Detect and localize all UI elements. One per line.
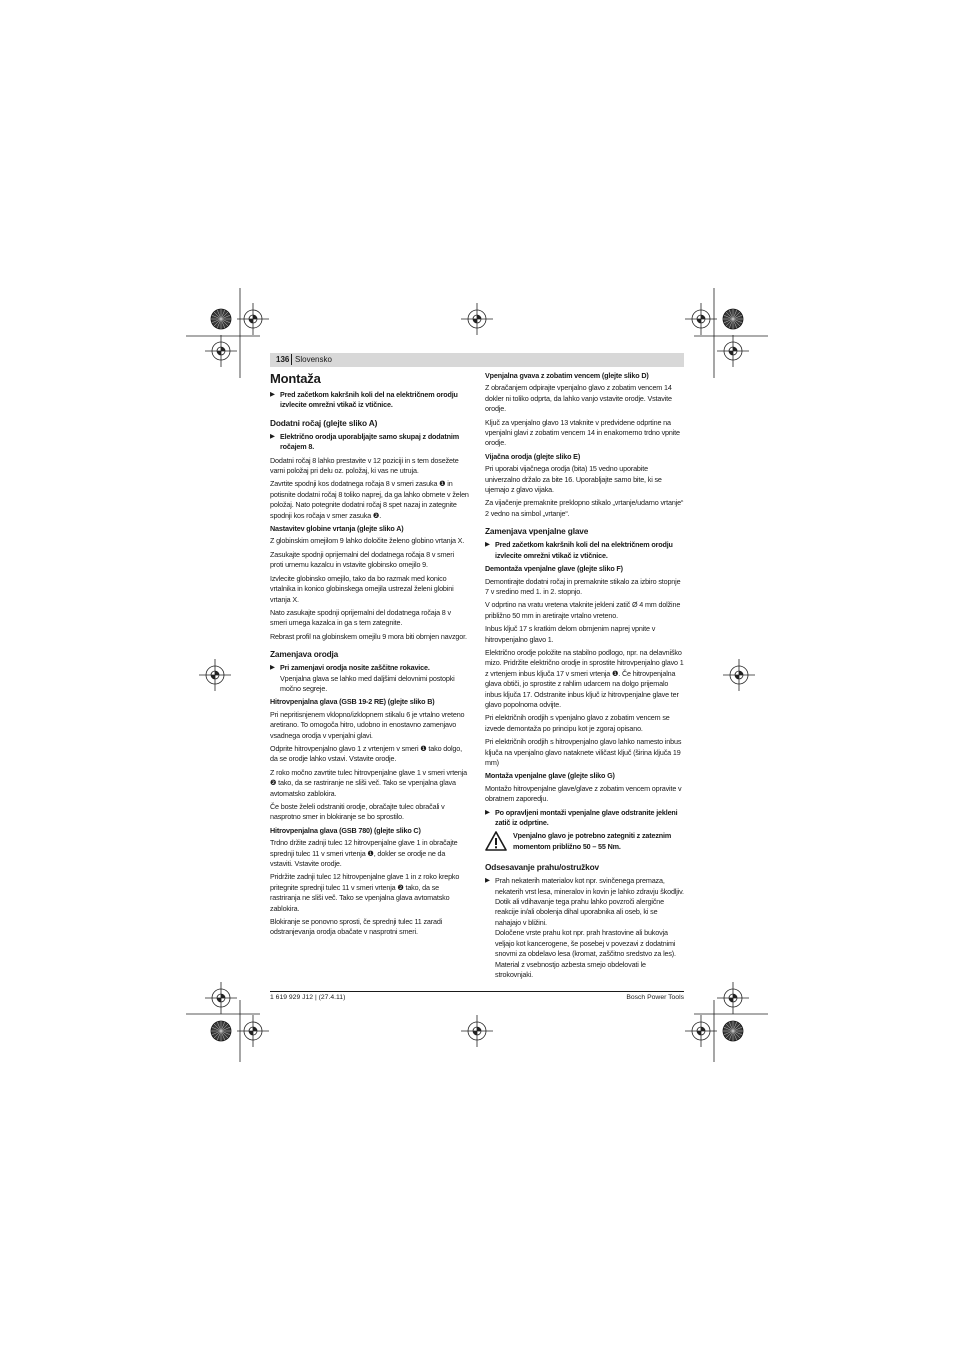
paragraph: Trdno držite zadnji tulec 12 hitrovpenjalne glave 1 in obračajte sprednji tulec 11 v smeri vrtenja ❶, dokler se orodje ne da vstaviti. Vstavite orodje. [270,838,458,869]
footer-doc-code: 1 619 929 J12 | (27.4.11) [270,994,346,1001]
warning-box [485,831,684,852]
arrow-icon: ▶ [270,664,275,672]
bullet: ▶ Pri zamenjavi orodja nosite zaščitne rokavice. Vpenjalna glava se lahko med daljšimi delovnimi postopki močno segreje. [270,663,455,693]
arrow-icon: ▶ [270,432,275,440]
left-column [270,371,469,941]
paragraph: V odprtino na vratu vretena vtaknite jekleni zatič Ø 4 mm dolžine približno 50 mm in aretirajte vrtalno vreteno. [485,600,681,620]
arrow-icon: ▶ [485,541,490,549]
warning-triangle-icon [485,831,507,851]
arrow-icon: ▶ [485,808,490,816]
paragraph: Odprite hitrovpenjalno glavo 1 z vrtenjem v smeri ❶ tako dolgo, da se orodje lahko vstavi. Vstavite orodje. [270,743,462,764]
paragraph: Inbus ključ 17 s kratkim delom obrnjenim naprej vpnite v hitrovpenjalno glavo 1. [485,624,656,644]
right-column [485,371,684,983]
bullet: ▶ Električno orodja uporabljajte samo skupaj z dodatnim ročajem 8. [270,431,459,452]
footer-divider [270,991,684,992]
paragraph: Pri nepritisnjenem vklopno/izklopnem stikalu 6 je vrtalno vreteno aretirano. To omogoča hitro, udobno in enostavno zamenjavo vsadnega orodja v vpenjalni glavi. [270,709,465,740]
paragraph: Zavrtite spodnji kos dodatnega ročaja 8 v smeri zasuka ❶ in potisnite dodatni ročaj 8 toliko naprej, da ga lahko obrnete v želen položaj. Nato potegnite dodatni ročaj 8 spet nazaj in zategnite spodnji kos ročaja v smer zasuka ❷. [270,479,469,520]
paragraph: Električno orodje položite na stabilno podlogo, npr. na delavniško mizo. Pridržite električno orodje in sprostite hitrovpenjalno glavo 1 z vrtenjem inbus ključa 17 v smeri vrtenja ❶. Če hitrovpenjalna glava obtiči, jo sprostite z rahlim udarcem na dolgo prijemalo inbus ključa 17. Odstranite inbus ključ iz hitrovpenjalne glave ter glavo popolnoma odvijte. [485,647,684,709]
paragraph: Zasukajte spodnji oprijemalni del dodatnega ročaja 8 v smeri proti urnemu kazalcu in vstavite globinsko omejilo 9. [270,549,454,570]
paragraph: Pri uporabi vijačnega orodja (bita) 15 vedno uporabite univerzalno držalo za bite 16. Uporabljajte samo bite, ki se ujemajo z glavo vijaka. [485,464,662,495]
paragraph: Pri električnih orodjih s vpenjalno glavo z zobatim vencem se izvede demontaža po principu kot je zgoraj opisano. [485,713,670,733]
paragraph: Ključ za vpenjalno glavo 13 vtaknite v predvidene odprtine na vpenjalni glavi z zobatim vencem 14 in enakomerno trdno vpnite orodje. [485,417,680,448]
subsection-title: Hitrovpenjalna glava (GSB 19-2 RE) (glejte sliko B) [270,697,435,707]
subsection-title: Nastavitev globine vrtanja (glejte sliko A) [270,524,404,534]
subsection-title: Demontaža vpenjalne glave (glejte sliko F) [485,564,623,574]
section-title: Zamenjava vpenjalne glave [485,526,589,537]
header-language: Slovensko [295,355,332,364]
section-title: Dodatni ročaj (glejte sliko A) [270,417,378,428]
arrow-icon: ▶ [485,877,490,885]
paragraph: Dodatni ročaj 8 lahko prestavite v 12 poziciji in s tem dosežete varni položaj pri delu oz. položaj, ki vas ne utruja. [270,455,459,476]
bullet: ▶ Pred začetkom kakršnih koli del na električnem orodju izvlecite omrežni vtikač iz vtičnice. [485,540,673,560]
subsection-title: Hitrovpenjalna glava (GSB 780) (glejte sliko C) [270,825,421,835]
header-bar [270,353,684,367]
subsection-title: Montaža vpenjalne glave (glejte sliko G) [485,771,615,781]
paragraph: Z roko močno zavrtite tulec hitrovpenjalne glave 1 v smeri vrtenja ❷ tako, da se rastriranje ne sliši več. Tako se vpenjalna glava avtomatsko zablokira. [270,767,468,798]
paragraph: Demontirajte dodatni ročaj in premaknite stikalo za izbiro stopnje 7 v sredino med 1. in 2. stopnjo. [485,576,681,596]
subsection-title: Vijačna orodja (glejte sliko E) [485,451,581,461]
warning-bullet: ▶ Pred začetkom kakršnih koli del na električnem orodju izvlecite omrežni vtikač iz vtičnice. [270,390,458,410]
warning-text: Vpenjalno glavo je potrebno zategniti z zateznim momentom približno 50 – 55 Nm. [513,831,672,851]
paragraph: Pridržite zadnji tulec 12 hitrovpenjalne glave 1 in z roko krepko pritegnite sprednji tulec 11 v smeri vrtenja ❷ tako, da se rastriranja ne sliši več. Tako se vpenjalna glava avtomatsko zablokira. [270,872,460,913]
bullet: ▶ Po opravljeni montaži vpenjalne glave odstranite jekleni zatič iz odprtine. [485,807,678,828]
paragraph: Če boste želeli odstraniti orodje, obračajte tulec obračali v nasprotno smer in blokiranje se bo sprostilo. [270,802,445,822]
paragraph: Rebrast profil na globinskem omejilu 9 mora biti obrnjen navzgor. [270,631,467,641]
arrow-icon: ▶ [270,391,275,398]
paragraph: Blokiranje se ponovno sprosti, če sprednji tulec 11 zaradi odstranjevanja orodja obačate v nasprotni smeri. [270,917,443,937]
bullet: ▶ Prah nekaterih materialov kot npr. svinčenega premaza, nekaterih vrst lesa, mineralov in kovin je lahko zdravju škodljiv. Dotik ali vdihavanje tega prahu lahko povzroči alergične reakcije in/ali obolenja dihal uporabnika ali oseb, ki se nahajajo v bližini. Določene vrste prahu kot npr. prah hrastovine ali bukovja veljajo kot kancerogene, še posebej v povezavi z dodatnimi snovmi za obdelavo lesa (kromat, zaščitno sredstvo za les). Material z vsebnostjo azbesta smejo obdelovati le strokovnjaki. [485,876,684,979]
paragraph: Pri električnih orodjih s hitrovpenjalno glavo lahko namesto inbus ključa na vpenjalno glavo nataknete viličast ključ (širina ključa 19 mm) [485,737,682,767]
paragraph: Izvlecite globinsko omejilo, tako da bo razmak med konico vrtalnika in konico globinskega omejila ustrezal želeni globini vrtanja X. [270,573,454,604]
section-title: Odsesavanje prahu/ostružkov [485,862,599,873]
paragraph: Za vijačenje premaknite preklopno stikalo „vrtanje/udarno vrtanje“ 2 vedno na simbol „vrtanje“. [485,498,684,518]
paragraph: Z obračanjem odpirajte vpenjalno glavo z zobatim vencem 14 dokler ni toliko odprta, da lahko vanjo vstavite orodje. Vstavite orodje. [485,383,672,414]
page-title: Montaža [270,371,321,386]
paragraph: Montažo hitrovpenjalne glave/glave z zobatim vencem opravite v obratnem zaporedju. [485,783,682,804]
footer-brand: Bosch Power Tools [626,994,684,1001]
section-title: Zamenjava orodja [270,649,339,660]
paragraph: Nato zasukajte spodnji oprijemalni del dodatnega ročaja 8 v smeri urnega kazalca in ga s tem zategnite. [270,607,451,628]
paragraph: Z globinskim omejilom 9 lahko določite želeno globino vrtanja X. [270,536,465,546]
subsection-title: Vpenjalna gvava z zobatim vencem (glejte sliko D) [485,371,649,380]
header-separator [291,354,292,365]
page-number: 136 [276,355,290,364]
